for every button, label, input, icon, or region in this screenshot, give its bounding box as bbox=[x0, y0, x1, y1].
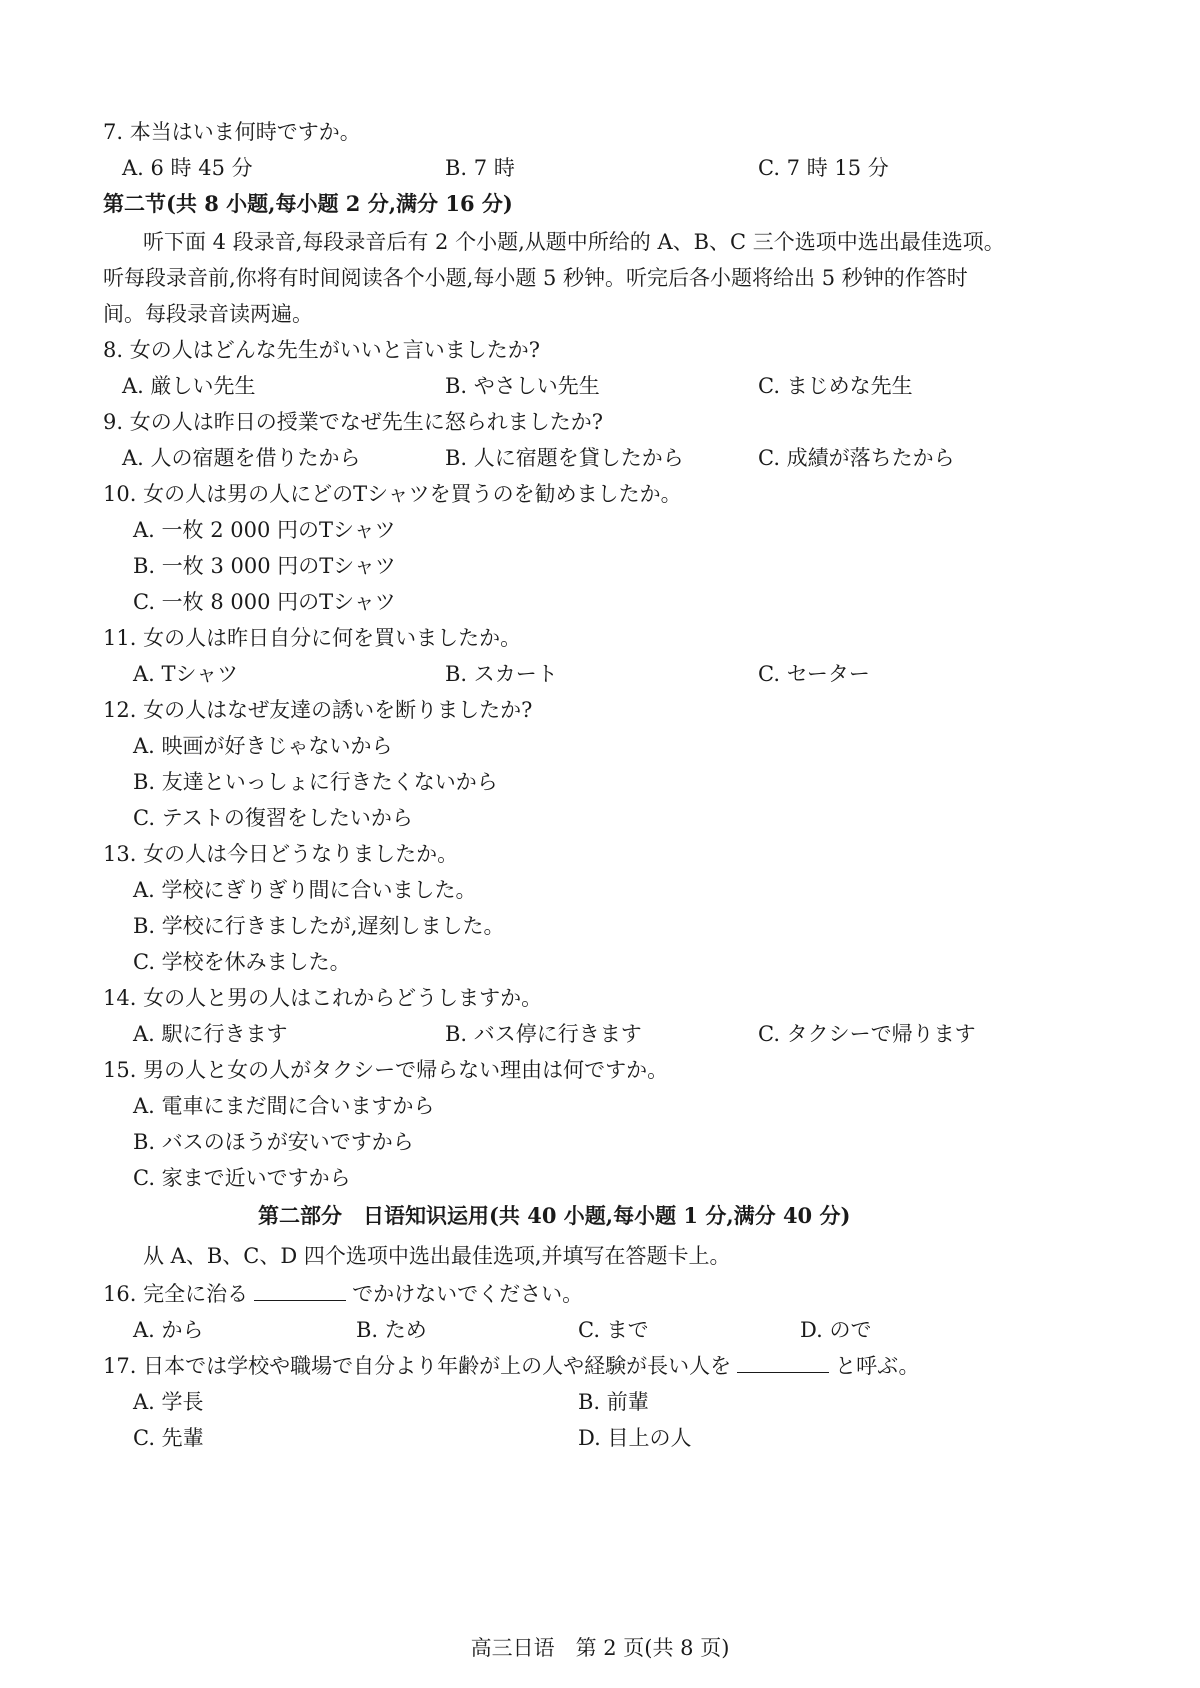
q13-stem: 13. 女の人は今日どうなりましたか。 bbox=[103, 842, 459, 866]
q12-stem: 12. 女の人はなぜ友達の誘いを断りましたか? bbox=[103, 698, 533, 722]
q8-option-a: A. 厳しい先生 bbox=[122, 374, 256, 398]
q16-option-b: B. ため bbox=[356, 1318, 427, 1342]
q10-option-a: A. 一枚 2 000 円のTシャツ bbox=[133, 518, 396, 542]
section2-instruction-3: 间。每段录音读两遍。 bbox=[103, 302, 313, 326]
q10-option-c: C. 一枚 8 000 円のTシャツ bbox=[133, 590, 396, 614]
q7-option-a: A. 6 時 45 分 bbox=[122, 156, 253, 180]
q9-option-b: B. 人に宿題を貸したから bbox=[445, 446, 684, 470]
q14-option-b: B. バス停に行きます bbox=[445, 1022, 642, 1046]
q14-stem: 14. 女の人と男の人はこれからどうしますか。 bbox=[103, 986, 543, 1010]
q15-stem: 15. 男の人と女の人がタクシーで帰らない理由は何ですか。 bbox=[103, 1058, 669, 1082]
q9-option-a: A. 人の宿題を借りたから bbox=[122, 446, 361, 470]
q12-option-b: B. 友達といっしょに行きたくないから bbox=[133, 770, 498, 794]
q14-option-c: C. タクシーで帰ります bbox=[758, 1022, 976, 1046]
part2-title: 第二部分 日语知识运用(共 40 小题,每小题 1 分,满分 40 分) bbox=[258, 1203, 851, 1228]
q7-option-c: C. 7 時 15 分 bbox=[758, 156, 889, 180]
q17-stem bbox=[103, 1352, 920, 1380]
q17-answer-blank bbox=[737, 1354, 829, 1373]
q16-stem-after: でかけないでください。 bbox=[352, 1282, 584, 1306]
q15-option-c: C. 家まで近いですから bbox=[133, 1166, 351, 1190]
q11-stem: 11. 女の人は昨日自分に何を買いましたか。 bbox=[103, 626, 522, 650]
q16-stem-before: 16. 完全に治る bbox=[103, 1282, 249, 1306]
q11-option-a: A. Tシャツ bbox=[133, 662, 239, 686]
part2-instruction: 从 A、B、C、D 四个选项中选出最佳选项,并填写在答题卡上。 bbox=[143, 1244, 731, 1268]
q10-stem: 10. 女の人は男の人にどのTシャツを買うのを勧めましたか。 bbox=[103, 482, 682, 506]
q17-option-d: D. 目上の人 bbox=[578, 1426, 692, 1450]
q13-option-c: C. 学校を休みました。 bbox=[133, 950, 351, 974]
q8-option-b: B. やさしい先生 bbox=[445, 374, 600, 398]
q11-option-c: C. セーター bbox=[758, 662, 870, 686]
q15-option-b: B. バスのほうが安いですから bbox=[133, 1130, 414, 1154]
q16-answer-blank bbox=[254, 1282, 346, 1301]
q17-stem-after: と呼ぶ。 bbox=[835, 1354, 920, 1378]
section2-title: 第二节(共 8 小题,每小题 2 分,满分 16 分) bbox=[103, 191, 513, 216]
q16-option-c: C. まで bbox=[578, 1318, 649, 1342]
q7-option-b: B. 7 時 bbox=[445, 156, 515, 180]
q16-option-d: D. ので bbox=[800, 1318, 872, 1342]
q9-option-c: C. 成績が落ちたから bbox=[758, 446, 955, 470]
q13-option-a: A. 学校にぎりぎり間に合いました。 bbox=[133, 878, 477, 902]
q17-option-c: C. 先輩 bbox=[133, 1426, 204, 1450]
q8-stem: 8. 女の人はどんな先生がいいと言いましたか? bbox=[103, 338, 540, 362]
q9-stem: 9. 女の人は昨日の授業でなぜ先生に怒られましたか? bbox=[103, 410, 603, 434]
section2-instruction-1: 听下面 4 段录音,每段录音后有 2 个小题,从题中所给的 A、B、C 三个选项中选出最佳选项。 bbox=[143, 230, 1005, 254]
q14-option-a: A. 駅に行きます bbox=[133, 1022, 288, 1046]
q17-option-a: A. 学長 bbox=[133, 1390, 204, 1414]
page-footer: 高三日语 第 2 页(共 8 页) bbox=[470, 1636, 730, 1660]
q17-option-b: B. 前輩 bbox=[578, 1390, 649, 1414]
q8-option-c: C. まじめな先生 bbox=[758, 374, 913, 398]
q12-option-c: C. テストの復習をしたいから bbox=[133, 806, 413, 830]
q17-stem-before: 17. 日本では学校や職場で自分より年齢が上の人や経験が長い人を bbox=[103, 1354, 732, 1378]
q15-option-a: A. 電車にまだ間に合いますから bbox=[133, 1094, 435, 1118]
q7-stem: 7. 本当はいま何時ですか。 bbox=[103, 120, 361, 144]
q12-option-a: A. 映画が好きじゃないから bbox=[133, 734, 393, 758]
q13-option-b: B. 学校に行きましたが,遅刻しました。 bbox=[133, 914, 505, 938]
q16-option-a: A. から bbox=[133, 1318, 204, 1342]
q11-option-b: B. スカート bbox=[445, 662, 558, 686]
q16-stem bbox=[103, 1280, 583, 1308]
q10-option-b: B. 一枚 3 000 円のTシャツ bbox=[133, 554, 396, 578]
section2-instruction-2: 听每段录音前,你将有时间阅读各个小题,每小题 5 秒钟。听完后各小题将给出 5 秒钟的作答时 bbox=[103, 266, 968, 290]
